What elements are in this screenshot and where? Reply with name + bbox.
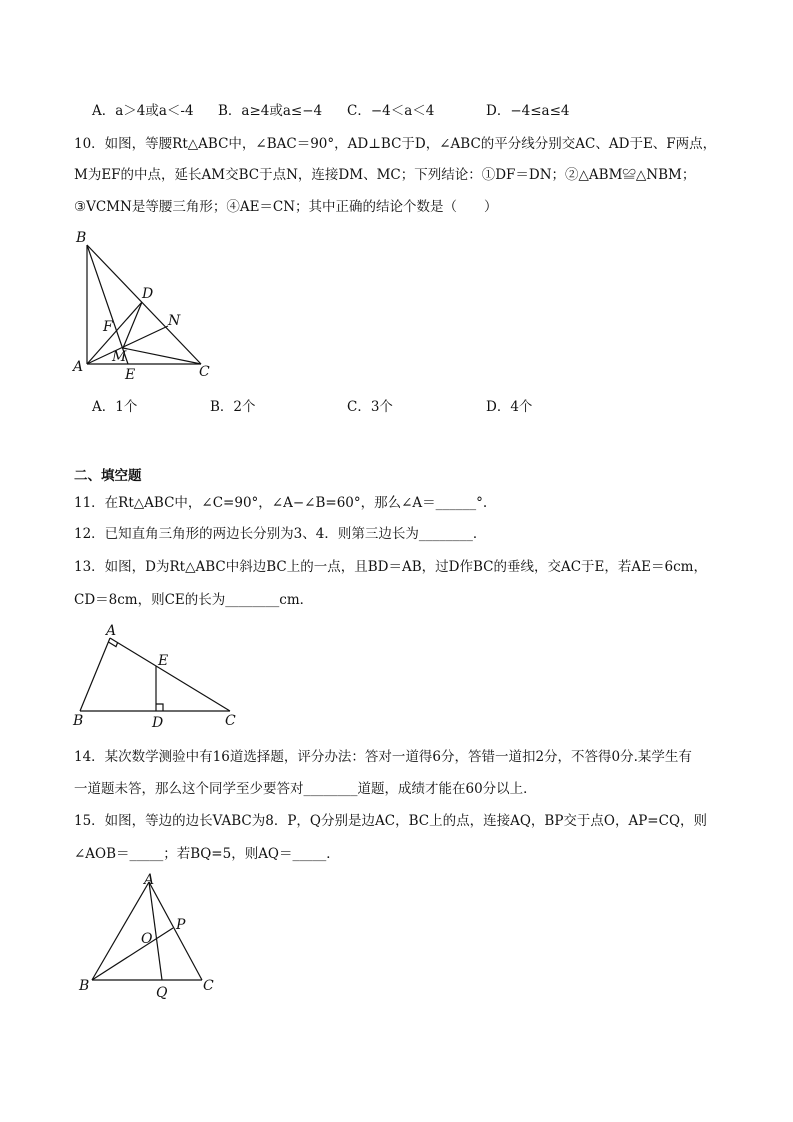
q13-label-e: E [158, 653, 169, 669]
q15-label-c: C [203, 978, 214, 994]
q13-label-d: D [152, 715, 164, 731]
q13-line-1: 13．如图，D为Rt△ABC中斜边BC上的一点，且BD＝AB，过D作BC的垂线，交AC于E，若AE＝6cm， [74, 559, 707, 575]
q13-label-a: A [106, 623, 117, 639]
q10-label-m: M [112, 349, 127, 365]
q13-label-c: C [225, 713, 236, 729]
q10-option-b: B．2个 [210, 399, 256, 415]
q10-option-d: D．4个 [486, 399, 533, 415]
q13-label-b: B [73, 713, 84, 729]
q15-line-2: ∠AOB＝_____；若BQ=5，则AQ＝_____． [74, 846, 340, 862]
q10-edge-bc [87, 245, 201, 364]
q10-edge-an [87, 326, 168, 364]
q15-label-b: B [79, 978, 90, 994]
q10-edge-be [87, 245, 128, 364]
q14-line-1: 14．某次数学测验中有16道选择题，评分办法：答对一道得6分，答错一道扣2分，不答得0分.某学生有 [74, 749, 692, 765]
q10-edge-mc [123, 348, 201, 364]
q10-label-e: E [125, 367, 136, 383]
q9-option-b: B．a≥4或a≤−4 [218, 103, 323, 119]
q15-label-p: P [176, 917, 186, 933]
q10-option-a: A．1个 [92, 399, 138, 415]
q10-label-c: C [199, 364, 210, 380]
q13-edge-ac [110, 638, 230, 711]
q9-option-c: C．−4＜a＜4 [347, 103, 435, 119]
q10-figure [70, 228, 220, 383]
q15-figure [72, 872, 222, 1000]
q15-label-q: Q [156, 985, 168, 1001]
q10-line-3: ③VCMN是等腰三角形；④AE＝CN；其中正确的结论个数是（ ） [74, 199, 498, 215]
q15-label-a: A [144, 872, 155, 888]
q10-label-d: D [142, 286, 154, 302]
q14-line-2: 一道题未答，那么这个同学至少要答对________道题，成绩才能在60分以上． [74, 781, 537, 797]
q10-label-f: F [103, 319, 113, 335]
q10-label-n: N [168, 313, 181, 329]
q9-option-d: D．−4≤a≤4 [486, 103, 570, 119]
q10-edge-dm [123, 302, 142, 348]
q13-right-angle-a [108, 642, 117, 647]
q13-right-angle-d [156, 704, 163, 711]
q10-line-2: M为EF的中点，延长AM交BC于点N，连接DM、MC；下列结论：①DF＝DN；②△ABM≌△NBM； [74, 167, 696, 183]
q10-label-a: A [73, 359, 84, 375]
q13-edge-ab [80, 638, 110, 711]
q12-text: 12．已知直角三角形的两边长分别为3、4．则第三边长为________． [74, 526, 487, 542]
q10-label-b: B [76, 230, 87, 246]
q15-label-o: O [141, 931, 153, 947]
q10-line-1: 10．如图，等腰Rt△ABC中，∠BAC＝90°，AD⊥BC于D，∠ABC的平分线分别交AC、AD于E、F两点， [74, 136, 717, 152]
q11-text: 11．在Rt△ABC中，∠C=90°，∠A−∠B=60°，那么∠A＝______°. [74, 495, 488, 511]
q13-line-2: CD＝8cm，则CE的长为________cm． [74, 592, 314, 608]
section-title: 二、填空题 [74, 468, 142, 484]
q10-option-c: C．3个 [347, 399, 393, 415]
q9-option-a: A．a＞4或a＜-4 [92, 103, 194, 119]
q15-line-1: 15．如图，等边的边长VABC为8．P，Q分别是边AC，BC上的点，连接AQ，BP交于点O，AP=CQ，则 [74, 813, 708, 829]
q13-figure [70, 620, 250, 732]
